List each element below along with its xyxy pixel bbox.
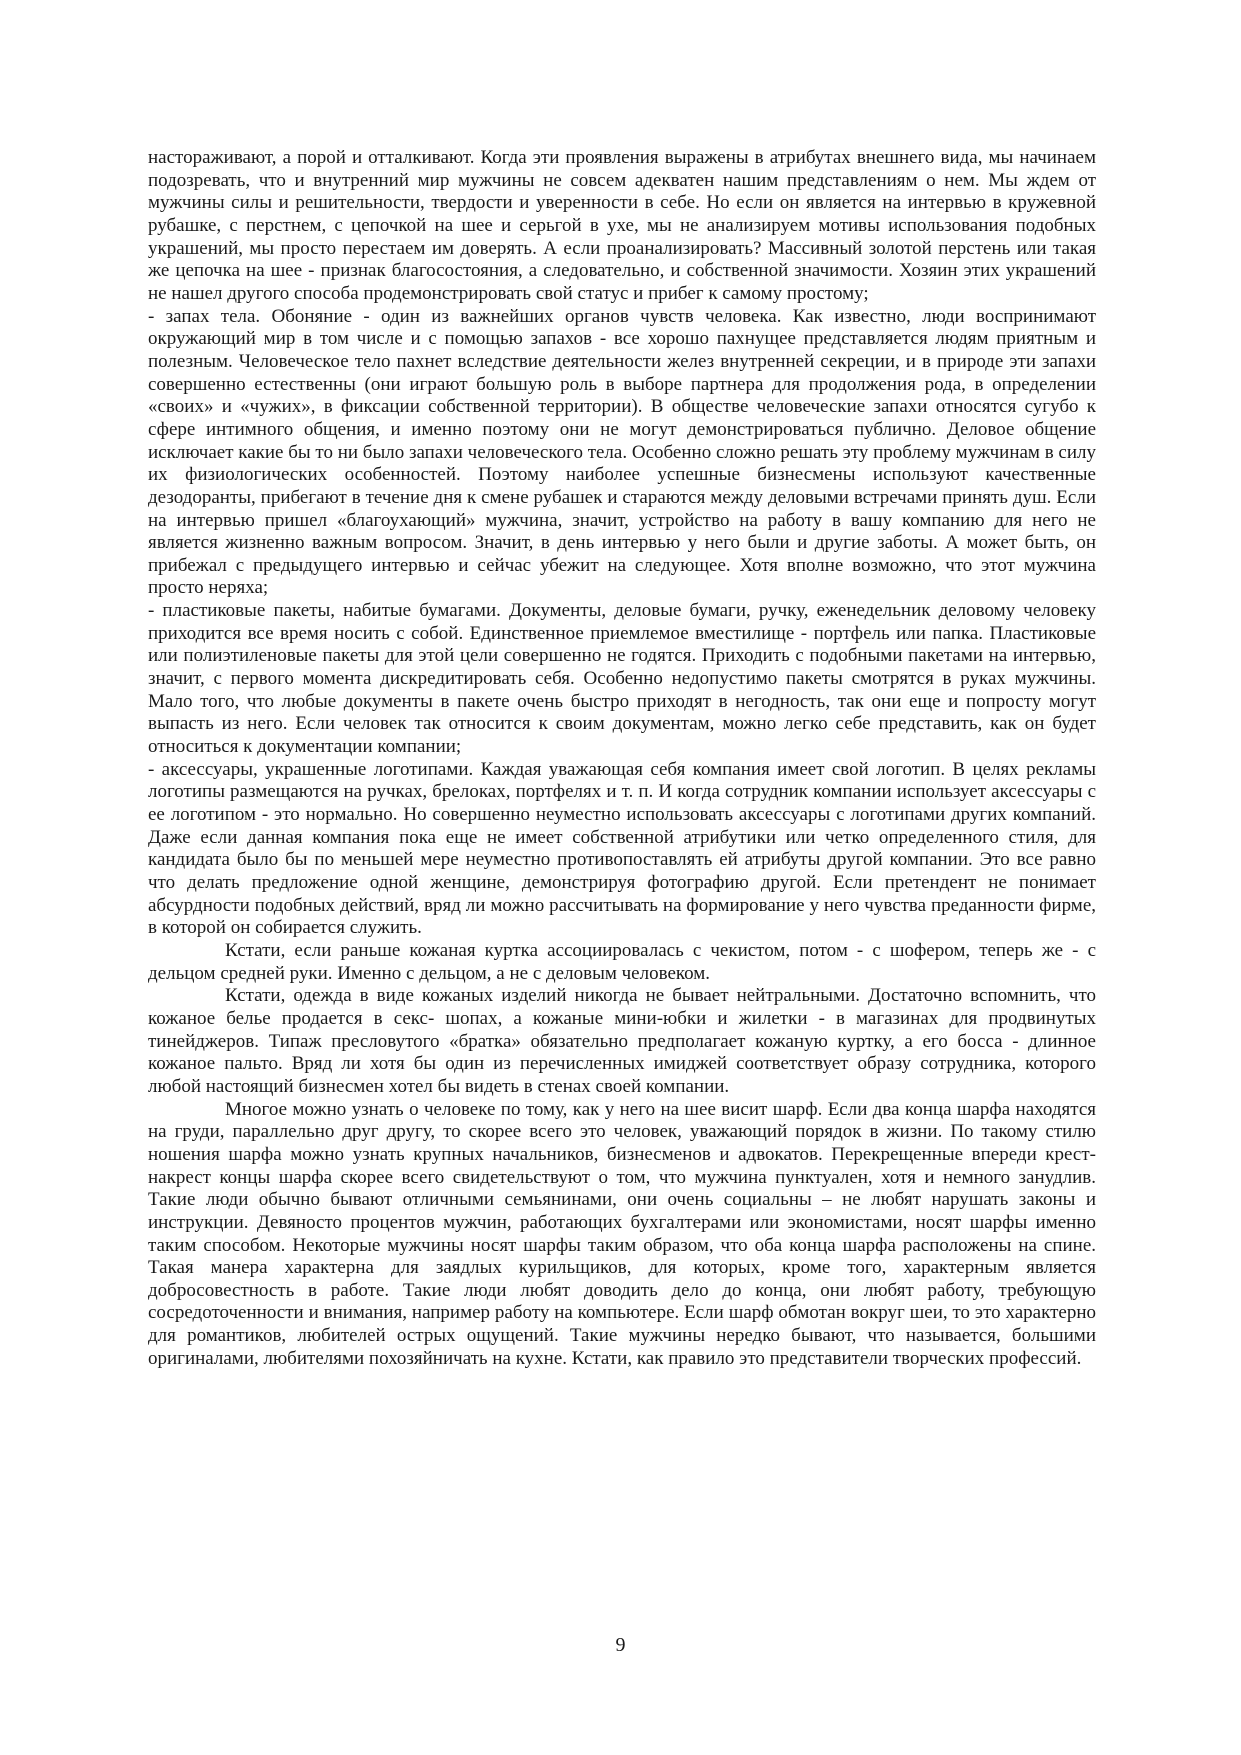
paragraph-plastic-bags: - пластиковые пакеты, набитые бумагами. Документы, деловые бумаги, ручку, еженедельник деловому человеку приходится все время носить с собой. Единственное приемлемое вместилище - портфель или папка. Пластиковые или полиэтиленовые пакеты для этой цели совершенно не годятся. Приходить с подобными пакетами на интервью, значит, с первого момента дискредитировать себя. Особенно недопустимо пакеты смотрятся в руках мужчины. Мало того, что любые документы в пакете очень быстро приходят в негодность, так они еще и попросту могут выпасть из него. Если человек так относится к своим документам, можно легко себе представить, как он будет относиться к документации компании; xyxy=(148,600,1096,758)
page-number: 9 xyxy=(615,1634,626,1656)
body-text xyxy=(148,147,1096,1370)
paragraph-scarf: Многое можно узнать о человеке по тому, как у него на шее висит шарф. Если два конца шарфа находятся на груди, параллельно друг другу, то скорее всего это человек, уважающий порядок в жизни. По такому стилю ношения шарфа можно узнать крупных начальников, бизнесменов и адвокатов. Перекрещенные впереди крест-накрест концы шарфа скорее всего свидетельствуют о том, что мужчина пунктуален, хотя и немного занудлив. Такие люди обычно бывают отличными семьянинами, они очень социальны – не любят нарушать законы и инструкции. Девяносто процентов мужчин, работающих бухгалтерами или экономистами, носят шарфы именно таким способом. Некоторые мужчины носят шарфы таким образом, что оба конца шарфа расположены на спине. Такая манера характерна для заядлых курильщиков, для которых, кроме того, характерным является добросовестность в работе. Такие люди любят доводить дело до конца, они любят работу, требующую сосредоточенности и внимания, например работу на компьютере. Если шарф обмотан вокруг шеи, то это характерно для романтиков, любителей острых ощущений. Такие мужчины нередко бывают, что называется, большими оригиналами, любителями похозяйничать на кухне. Кстати, как правило это представители творческих профессий. xyxy=(148,1098,1096,1369)
paragraph-leather-jacket: Кстати, если раньше кожаная куртка ассоциировалась с чекистом, потом - с шофером, теперь же - с дельцом средней руки. Именно с дельцом, а не с деловым человеком. xyxy=(148,939,1096,984)
paragraph-body-odor: - запах тела. Обоняние - один из важнейших органов чувств человека. Как известно, люди воспринимают окружающий мир в том числе и с помощью запахов - все хорошо пахнущее представляется людям приятным и полезным. Человеческое тело пахнет вследствие деятельности желез внутренней секреции, и в природе эти запахи совершенно естественны (они играют большую роль в выборе партнера для продолжения рода, в определении «своих» и «чужих», в фиксации собственной территории). В обществе человеческие запахи относятся сугубо к сфере интимного общения, и именно поэтому они не могут демонстрироваться публично. Деловое общение исключает какие бы то ни было запахи человеческого тела. Особенно сложно решать эту проблему мужчинам в силу их физиологических особенностей. Поэтому наиболее успешные бизнесмены используют качественные дезодоранты, прибегают в течение дня к смене рубашек и стараются между деловыми встречами принять душ. Если на интервью пришел «благоухающий» мужчина, значит, устройство на работу в вашу компанию для него не является жизненно важным вопросом. Значит, в день интервью у него были и другие заботы. А может быть, он прибежал с предыдущего интервью и сейчас убежит на следующее. Хотя вполне возможно, что этот мужчина просто неряха; xyxy=(148,305,1096,599)
paragraph-jewelry-continuation: настораживают, а порой и отталкивают. Когда эти проявления выражены в атрибутах внешнего вида, мы начинаем подозревать, что и внутренний мир мужчины не совсем адекватен нашим представлениям о нем. Мы ждем от мужчины силы и решительности, твердости и уверенности в себе. Но если он является на интервью в кружевной рубашке, с перстнем, с цепочкой на шее и серьгой в ухе, мы не анализируем мотивы использования подобных украшений, мы просто перестаем им доверять. А если проанализировать? Массивный золотой перстень или такая же цепочка на шее - признак благосостояния, а следовательно, и собственной значимости. Хозяин этих украшений не нашел другого способа продемонстрировать свой статус и прибег к самому простому; xyxy=(148,147,1096,304)
paragraph-logo-accessories: - аксессуары, украшенные логотипами. Каждая уважающая себя компания имеет свой логотип. В целях рекламы логотипы размещаются на ручках, брелоках, портфелях и т. п. И когда сотрудник компании использует аксессуары с ее логотипом - это нормально. Но совершенно неуместно использовать аксессуары с логотипами других компаний. Даже если данная компания пока еще не имеет собственной атрибутики или четко определенного стиля, для кандидата было бы по меньшей мере неуместно противопоставлять ей атрибуты другой компании. Это все равно что делать предложение одной женщине, демонстрируя фотографию другой. Если претендент не понимает абсурдности подобных действий, вряд ли можно рассчитывать на формирование у него чувства преданности фирме, в которой он собирается служить. xyxy=(148,758,1096,939)
paragraph-leather-clothing: Кстати, одежда в виде кожаных изделий никогда не бывает нейтральными. Достаточно вспомнить, что кожаное белье продается в секс- шопах, а кожаные мини-юбки и жилетки - в магазинах для продвинутых тинейджеров. Типаж пресловутого «братка» обязательно предполагает кожаную куртку, а его босса - длинное кожаное пальто. Вряд ли хотя бы один из перечисленных имиджей соответствует образу сотрудника, которого любой настоящий бизнесмен хотел бы видеть в стенах своей компании. xyxy=(148,985,1096,1097)
